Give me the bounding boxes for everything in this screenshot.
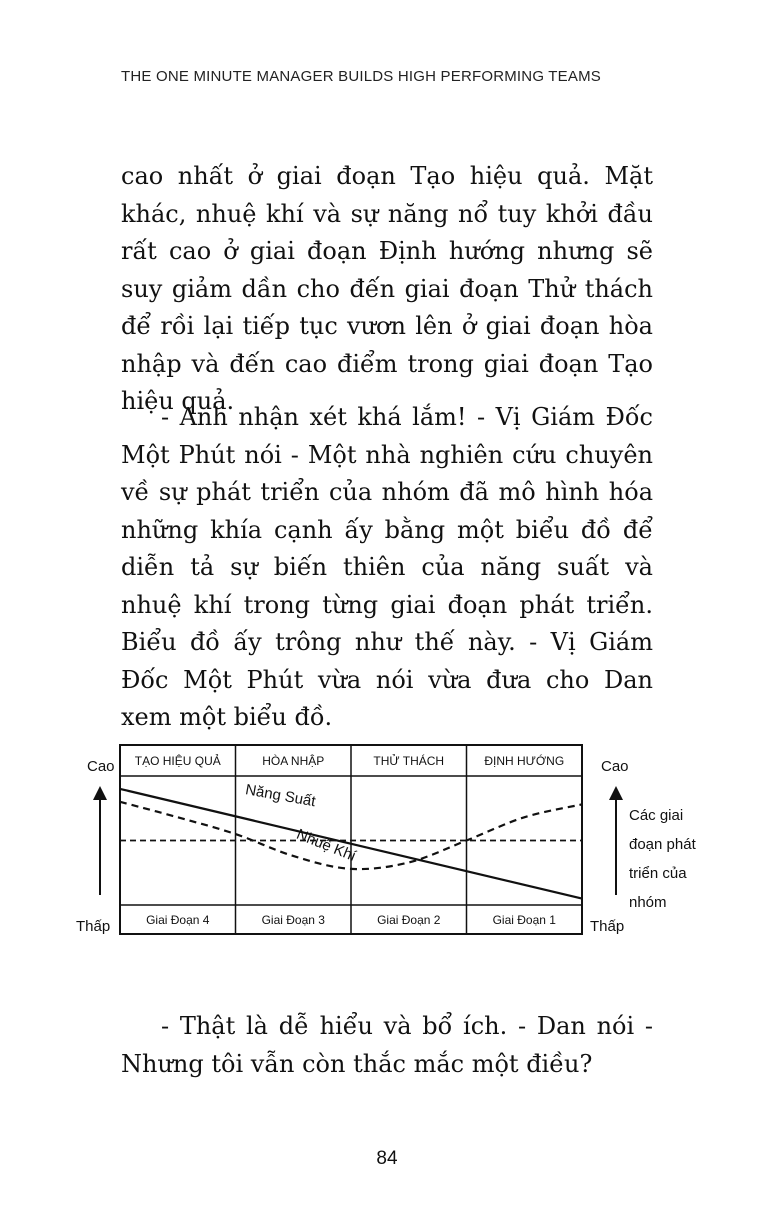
right-axis-high-label: Cao — [601, 758, 629, 775]
paragraph-3: - Thật là dễ hiểu và bổ ích. - Dan nói - Nhưng tôi vẫn còn thắc mắc một điều? — [121, 1012, 653, 1078]
right-axis-caption-line: Các giai — [629, 807, 684, 824]
stage-top-label: THỬ THÁCH — [373, 754, 445, 768]
paragraph-1: cao nhất ở giai đoạn Tạo hiệu quả. Mặt khác, nhuệ khí và sự năng nổ tuy khởi đầu rất cao ở giai đoạn Định hướng nhưng sẽ suy giảm dần cho đến giai đoạn Thử thách để rồi lại tiếp tục vươn lên ở giai đoạn hòa nhập và đến cao điểm trong giai đoạn Tạo hiệu quả. — [121, 162, 653, 415]
stage-bottom-label: Giai Đoạn 2 — [377, 913, 441, 927]
chart-frame — [120, 745, 582, 934]
stage-bottom-label: Giai Đoạn 4 — [146, 913, 210, 927]
page-number: 84 — [376, 1148, 398, 1169]
nhue-khi-label: Nhuệ Khí — [294, 825, 359, 866]
right-axis-caption-line: triển của — [629, 865, 687, 882]
right-axis-caption-line: nhóm — [629, 894, 667, 911]
left-axis-low-label: Thấp — [76, 918, 111, 935]
left-axis-high-label: Cao — [87, 758, 115, 775]
stage-top-label: HÒA NHẬP — [262, 754, 325, 768]
right-axis-low-label: Thấp — [590, 918, 625, 935]
paragraph-2: - Anh nhận xét khá lắm! - Vị Giám Đốc Một Phút nói - Một nhà nghiên cứu chuyên về sự phát triển của nhóm đã mô hình hóa những khía cạnh ấy bằng một biểu đồ để diễn tả sự biến thiên của năng suất và nhuệ khí trong từng giai đoạn phát triển. Biểu đồ ấy trông như thế này. - Vị Giám Đốc Một Phút vừa nói vừa đưa cho Dan xem một biểu đồ. — [121, 403, 653, 731]
nang-suat-label: Năng Suất — [244, 781, 317, 811]
stage-bottom-label: Giai Đoạn 3 — [261, 913, 325, 927]
team-development-chart — [0, 730, 774, 945]
right-axis-arrowhead — [609, 786, 623, 800]
stage-bottom-label: Giai Đoạn 1 — [492, 913, 556, 927]
running-title: THE ONE MINUTE MANAGER BUILDS HIGH PERFORMING TEAMS — [121, 68, 601, 85]
chart-axes-group — [76, 758, 697, 935]
right-axis-caption-line: đoạn phát — [629, 836, 696, 853]
chart-labels-group — [135, 753, 564, 927]
stage-top-label: ĐỊNH HƯỚNG — [484, 754, 565, 768]
left-axis-arrowhead — [93, 786, 107, 800]
stage-top-label: TẠO HIỆU QUẢ — [134, 754, 221, 768]
